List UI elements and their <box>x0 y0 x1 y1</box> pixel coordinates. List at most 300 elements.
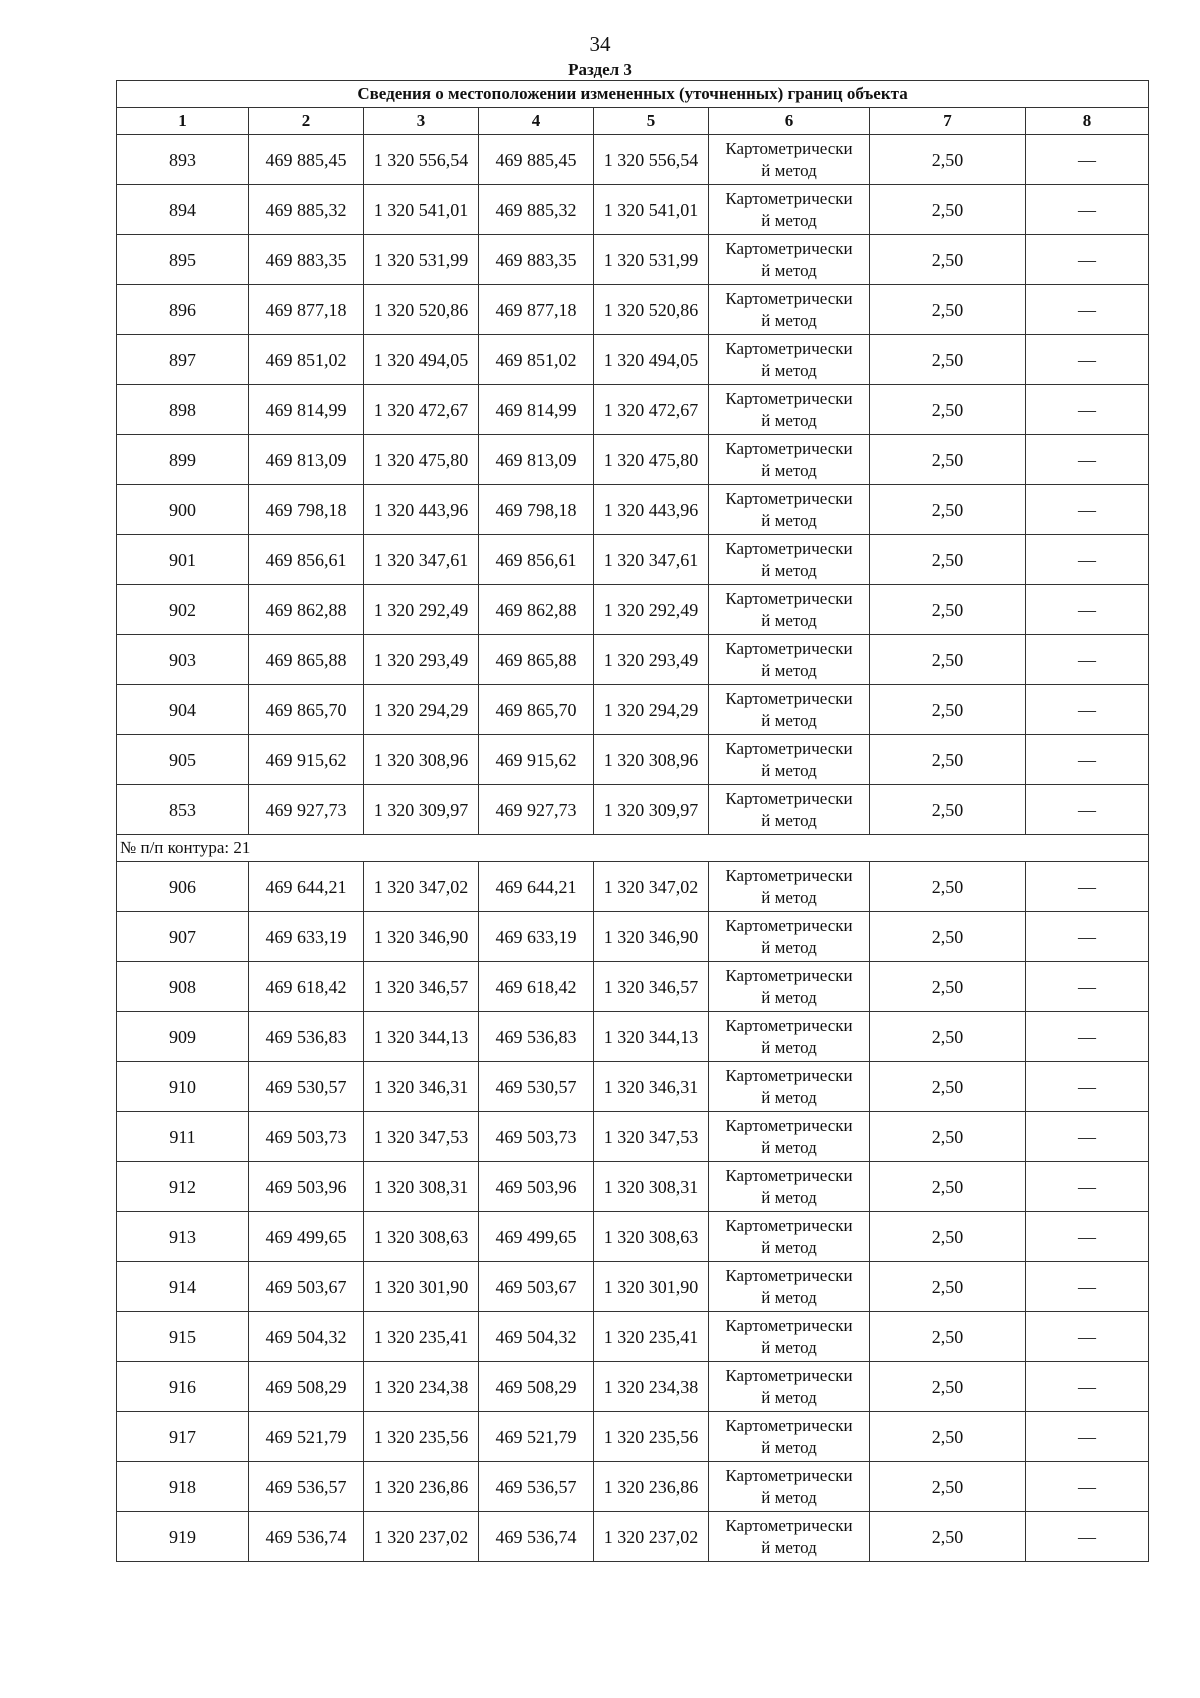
table-title: Сведения о местоположении измененных (уточненных) границ объекта <box>117 81 1149 108</box>
accuracy-cell: 2,50 <box>870 135 1026 185</box>
table-row <box>117 685 1149 735</box>
column-number: 6 <box>709 108 870 135</box>
accuracy-cell: 2,50 <box>870 535 1026 585</box>
x-existing-cell: 469 508,29 <box>249 1362 364 1412</box>
method-line-1: Картометрически <box>725 238 853 258</box>
x-existing-cell: 469 927,73 <box>249 785 364 835</box>
method-cell <box>709 585 870 635</box>
y-existing-cell: 1 320 475,80 <box>364 435 479 485</box>
x-refined-cell: 469 530,57 <box>479 1062 594 1112</box>
point-number-cell: 908 <box>117 962 249 1012</box>
description-cell: — <box>1026 1462 1149 1512</box>
method-cell <box>709 735 870 785</box>
table-row <box>117 435 1149 485</box>
y-existing-cell: 1 320 344,13 <box>364 1012 479 1062</box>
method-line-1: Картометрически <box>725 188 853 208</box>
accuracy-cell: 2,50 <box>870 585 1026 635</box>
x-refined-cell: 469 536,83 <box>479 1012 594 1062</box>
method-line-2: й метод <box>761 1487 817 1507</box>
method-line-2: й метод <box>761 160 817 180</box>
x-existing-cell: 469 915,62 <box>249 735 364 785</box>
x-refined-cell: 469 618,42 <box>479 962 594 1012</box>
point-number-cell: 898 <box>117 385 249 435</box>
description-cell: — <box>1026 1262 1149 1312</box>
method-line-2: й метод <box>761 410 817 430</box>
accuracy-cell: 2,50 <box>870 1512 1026 1562</box>
method-cell <box>709 1312 870 1362</box>
method-line-2: й метод <box>761 460 817 480</box>
point-number-cell: 902 <box>117 585 249 635</box>
table-row <box>117 535 1149 585</box>
accuracy-cell: 2,50 <box>870 1362 1026 1412</box>
table-row <box>117 335 1149 385</box>
table-row <box>117 585 1149 635</box>
x-existing-cell: 469 503,73 <box>249 1112 364 1162</box>
accuracy-cell: 2,50 <box>870 235 1026 285</box>
x-existing-cell: 469 813,09 <box>249 435 364 485</box>
method-line-2: й метод <box>761 1087 817 1107</box>
x-refined-cell: 469 504,32 <box>479 1312 594 1362</box>
method-cell <box>709 1362 870 1412</box>
table-row <box>117 1012 1149 1062</box>
method-line-1: Картометрически <box>725 915 853 935</box>
method-line-2: й метод <box>761 1037 817 1057</box>
section-title: Раздел 3 <box>568 60 632 79</box>
y-existing-cell: 1 320 347,02 <box>364 862 479 912</box>
method-line-2: й метод <box>761 1137 817 1157</box>
accuracy-cell: 2,50 <box>870 285 1026 335</box>
x-refined-cell: 469 536,74 <box>479 1512 594 1562</box>
method-cell <box>709 335 870 385</box>
table-row <box>117 485 1149 535</box>
method-cell <box>709 1062 870 1112</box>
description-cell: — <box>1026 1112 1149 1162</box>
table-row <box>117 862 1149 912</box>
y-refined-cell: 1 320 309,97 <box>594 785 709 835</box>
description-cell: — <box>1026 385 1149 435</box>
accuracy-cell: 2,50 <box>870 735 1026 785</box>
y-existing-cell: 1 320 531,99 <box>364 235 479 285</box>
x-existing-cell: 469 644,21 <box>249 862 364 912</box>
y-refined-cell: 1 320 301,90 <box>594 1262 709 1312</box>
method-cell <box>709 962 870 1012</box>
x-refined-cell: 469 503,67 <box>479 1262 594 1312</box>
y-existing-cell: 1 320 494,05 <box>364 335 479 385</box>
x-existing-cell: 469 536,74 <box>249 1512 364 1562</box>
method-cell <box>709 385 870 435</box>
point-number-cell: 909 <box>117 1012 249 1062</box>
method-cell <box>709 185 870 235</box>
y-refined-cell: 1 320 346,57 <box>594 962 709 1012</box>
method-line-1: Картометрически <box>725 588 853 608</box>
column-number: 3 <box>364 108 479 135</box>
method-cell <box>709 1262 870 1312</box>
x-existing-cell: 469 877,18 <box>249 285 364 335</box>
description-cell: — <box>1026 335 1149 385</box>
method-line-2: й метод <box>761 1437 817 1457</box>
description-cell: — <box>1026 535 1149 585</box>
method-line-2: й метод <box>761 310 817 330</box>
method-line-1: Картометрически <box>725 538 853 558</box>
x-existing-cell: 469 885,32 <box>249 185 364 235</box>
x-existing-cell: 469 856,61 <box>249 535 364 585</box>
column-number: 7 <box>870 108 1026 135</box>
description-cell: — <box>1026 635 1149 685</box>
x-refined-cell: 469 851,02 <box>479 335 594 385</box>
table-row <box>117 962 1149 1012</box>
y-refined-cell: 1 320 237,02 <box>594 1512 709 1562</box>
y-refined-cell: 1 320 475,80 <box>594 435 709 485</box>
point-number-cell: 905 <box>117 735 249 785</box>
description-cell: — <box>1026 1362 1149 1412</box>
x-refined-cell: 469 499,65 <box>479 1212 594 1262</box>
point-number-cell: 917 <box>117 1412 249 1462</box>
y-existing-cell: 1 320 347,53 <box>364 1112 479 1162</box>
method-cell <box>709 1212 870 1262</box>
y-existing-cell: 1 320 443,96 <box>364 485 479 535</box>
x-refined-cell: 469 885,32 <box>479 185 594 235</box>
table-row <box>117 1312 1149 1362</box>
y-refined-cell: 1 320 292,49 <box>594 585 709 635</box>
y-existing-cell: 1 320 235,56 <box>364 1412 479 1462</box>
x-refined-cell: 469 865,88 <box>479 635 594 685</box>
description-cell: — <box>1026 735 1149 785</box>
table-row <box>117 1512 1149 1562</box>
x-existing-cell: 469 633,19 <box>249 912 364 962</box>
method-line-1: Картометрически <box>725 1115 853 1135</box>
x-refined-cell: 469 927,73 <box>479 785 594 835</box>
method-line-1: Картометрически <box>725 1315 853 1335</box>
accuracy-cell: 2,50 <box>870 1312 1026 1362</box>
point-number-cell: 901 <box>117 535 249 585</box>
x-existing-cell: 469 798,18 <box>249 485 364 535</box>
method-line-2: й метод <box>761 1537 817 1557</box>
description-cell: — <box>1026 485 1149 535</box>
page-number: 34 <box>589 32 611 56</box>
y-refined-cell: 1 320 443,96 <box>594 485 709 535</box>
method-line-1: Картометрически <box>725 388 853 408</box>
description-cell: — <box>1026 912 1149 962</box>
method-line-2: й метод <box>761 1237 817 1257</box>
description-cell: — <box>1026 1312 1149 1362</box>
y-existing-cell: 1 320 301,90 <box>364 1262 479 1312</box>
point-number-cell: 914 <box>117 1262 249 1312</box>
y-refined-cell: 1 320 472,67 <box>594 385 709 435</box>
x-refined-cell: 469 798,18 <box>479 485 594 535</box>
column-number: 1 <box>117 108 249 135</box>
x-existing-cell: 469 862,88 <box>249 585 364 635</box>
y-refined-cell: 1 320 494,05 <box>594 335 709 385</box>
point-number-cell: 893 <box>117 135 249 185</box>
point-number-cell: 894 <box>117 185 249 235</box>
y-existing-cell: 1 320 234,38 <box>364 1362 479 1412</box>
y-refined-cell: 1 320 293,49 <box>594 635 709 685</box>
x-existing-cell: 469 885,45 <box>249 135 364 185</box>
y-existing-cell: 1 320 237,02 <box>364 1512 479 1562</box>
method-line-1: Картометрически <box>725 788 853 808</box>
x-refined-cell: 469 644,21 <box>479 862 594 912</box>
x-existing-cell: 469 503,96 <box>249 1162 364 1212</box>
point-number-cell: 897 <box>117 335 249 385</box>
method-line-1: Картометрически <box>725 488 853 508</box>
description-cell: — <box>1026 585 1149 635</box>
x-refined-cell: 469 883,35 <box>479 235 594 285</box>
method-line-1: Картометрически <box>725 1215 853 1235</box>
x-refined-cell: 469 865,70 <box>479 685 594 735</box>
point-number-cell: 915 <box>117 1312 249 1362</box>
y-refined-cell: 1 320 520,86 <box>594 285 709 335</box>
description-cell: — <box>1026 862 1149 912</box>
y-existing-cell: 1 320 541,01 <box>364 185 479 235</box>
x-existing-cell: 469 503,67 <box>249 1262 364 1312</box>
x-refined-cell: 469 915,62 <box>479 735 594 785</box>
accuracy-cell: 2,50 <box>870 962 1026 1012</box>
y-refined-cell: 1 320 235,41 <box>594 1312 709 1362</box>
x-refined-cell: 469 862,88 <box>479 585 594 635</box>
y-existing-cell: 1 320 294,29 <box>364 685 479 735</box>
table-row <box>117 185 1149 235</box>
description-cell: — <box>1026 1412 1149 1462</box>
x-existing-cell: 469 618,42 <box>249 962 364 1012</box>
y-existing-cell: 1 320 236,86 <box>364 1462 479 1512</box>
table-row <box>117 1362 1149 1412</box>
point-number-cell: 911 <box>117 1112 249 1162</box>
point-number-cell: 895 <box>117 235 249 285</box>
x-existing-cell: 469 499,65 <box>249 1212 364 1262</box>
y-existing-cell: 1 320 346,57 <box>364 962 479 1012</box>
point-number-cell: 900 <box>117 485 249 535</box>
method-line-2: й метод <box>761 1387 817 1407</box>
method-line-1: Картометрически <box>725 1065 853 1085</box>
method-line-2: й метод <box>761 987 817 1007</box>
table-row <box>117 1262 1149 1312</box>
y-refined-cell: 1 320 347,02 <box>594 862 709 912</box>
y-existing-cell: 1 320 293,49 <box>364 635 479 685</box>
method-line-2: й метод <box>761 1287 817 1307</box>
method-cell <box>709 1112 870 1162</box>
accuracy-cell: 2,50 <box>870 435 1026 485</box>
point-number-cell: 910 <box>117 1062 249 1112</box>
x-refined-cell: 469 503,96 <box>479 1162 594 1212</box>
method-cell <box>709 485 870 535</box>
point-number-cell: 853 <box>117 785 249 835</box>
y-refined-cell: 1 320 556,54 <box>594 135 709 185</box>
x-existing-cell: 469 521,79 <box>249 1412 364 1462</box>
table-row <box>117 1112 1149 1162</box>
method-line-2: й метод <box>761 887 817 907</box>
accuracy-cell: 2,50 <box>870 862 1026 912</box>
accuracy-cell: 2,50 <box>870 1112 1026 1162</box>
method-cell <box>709 1162 870 1212</box>
accuracy-cell: 2,50 <box>870 912 1026 962</box>
method-cell <box>709 435 870 485</box>
table-row <box>117 785 1149 835</box>
x-refined-cell: 469 813,09 <box>479 435 594 485</box>
y-existing-cell: 1 320 292,49 <box>364 585 479 635</box>
y-refined-cell: 1 320 347,53 <box>594 1112 709 1162</box>
method-line-1: Картометрически <box>725 1415 853 1435</box>
table-row <box>117 135 1149 185</box>
table-row <box>117 1412 1149 1462</box>
point-number-cell: 904 <box>117 685 249 735</box>
contour-group-1 <box>117 135 1149 835</box>
description-cell: — <box>1026 235 1149 285</box>
table-row <box>117 1462 1149 1512</box>
point-number-cell: 899 <box>117 435 249 485</box>
method-cell <box>709 685 870 735</box>
method-line-2: й метод <box>761 560 817 580</box>
method-cell <box>709 912 870 962</box>
method-cell <box>709 535 870 585</box>
accuracy-cell: 2,50 <box>870 635 1026 685</box>
method-line-2: й метод <box>761 1187 817 1207</box>
y-existing-cell: 1 320 309,97 <box>364 785 479 835</box>
y-refined-cell: 1 320 346,31 <box>594 1062 709 1112</box>
method-line-1: Картометрически <box>725 438 853 458</box>
description-cell: — <box>1026 962 1149 1012</box>
table-row <box>117 735 1149 785</box>
method-cell <box>709 235 870 285</box>
x-existing-cell: 469 851,02 <box>249 335 364 385</box>
x-refined-cell: 469 814,99 <box>479 385 594 435</box>
method-line-1: Картометрически <box>725 1515 853 1535</box>
description-cell: — <box>1026 285 1149 335</box>
point-number-cell: 903 <box>117 635 249 685</box>
x-existing-cell: 469 865,70 <box>249 685 364 735</box>
method-line-1: Картометрически <box>725 338 853 358</box>
method-line-2: й метод <box>761 810 817 830</box>
y-existing-cell: 1 320 347,61 <box>364 535 479 585</box>
y-existing-cell: 1 320 346,31 <box>364 1062 479 1112</box>
x-existing-cell: 469 814,99 <box>249 385 364 435</box>
accuracy-cell: 2,50 <box>870 485 1026 535</box>
method-cell <box>709 635 870 685</box>
x-refined-cell: 469 885,45 <box>479 135 594 185</box>
method-line-1: Картометрически <box>725 1265 853 1285</box>
x-refined-cell: 469 521,79 <box>479 1412 594 1462</box>
accuracy-cell: 2,50 <box>870 185 1026 235</box>
x-existing-cell: 469 883,35 <box>249 235 364 285</box>
contour-label: № п/п контура: 21 <box>117 835 1149 862</box>
method-line-2: й метод <box>761 660 817 680</box>
method-cell <box>709 1462 870 1512</box>
column-number: 5 <box>594 108 709 135</box>
accuracy-cell: 2,50 <box>870 1262 1026 1312</box>
y-refined-cell: 1 320 294,29 <box>594 685 709 735</box>
x-existing-cell: 469 536,57 <box>249 1462 364 1512</box>
method-line-2: й метод <box>761 260 817 280</box>
table-title-row <box>117 81 1149 108</box>
description-cell: — <box>1026 1162 1149 1212</box>
description-cell: — <box>1026 685 1149 735</box>
method-line-1: Картометрически <box>725 738 853 758</box>
description-cell: — <box>1026 785 1149 835</box>
point-number-cell: 912 <box>117 1162 249 1212</box>
method-cell <box>709 862 870 912</box>
x-refined-cell: 469 877,18 <box>479 285 594 335</box>
method-line-2: й метод <box>761 1337 817 1357</box>
y-refined-cell: 1 320 235,56 <box>594 1412 709 1462</box>
y-refined-cell: 1 320 346,90 <box>594 912 709 962</box>
y-existing-cell: 1 320 308,96 <box>364 735 479 785</box>
method-line-1: Картометрически <box>725 138 853 158</box>
x-existing-cell: 469 865,88 <box>249 635 364 685</box>
description-cell: — <box>1026 1512 1149 1562</box>
method-cell <box>709 1012 870 1062</box>
table-row <box>117 235 1149 285</box>
method-line-1: Картометрически <box>725 1465 853 1485</box>
description-cell: — <box>1026 435 1149 485</box>
method-line-1: Картометрически <box>725 688 853 708</box>
y-existing-cell: 1 320 556,54 <box>364 135 479 185</box>
method-cell <box>709 1512 870 1562</box>
method-cell <box>709 785 870 835</box>
method-cell <box>709 1412 870 1462</box>
y-refined-cell: 1 320 308,31 <box>594 1162 709 1212</box>
method-line-1: Картометрически <box>725 288 853 308</box>
method-cell <box>709 135 870 185</box>
table-row <box>117 912 1149 962</box>
description-cell: — <box>1026 1062 1149 1112</box>
y-refined-cell: 1 320 344,13 <box>594 1012 709 1062</box>
y-refined-cell: 1 320 308,63 <box>594 1212 709 1262</box>
y-refined-cell: 1 320 541,01 <box>594 185 709 235</box>
method-cell <box>709 285 870 335</box>
y-existing-cell: 1 320 235,41 <box>364 1312 479 1362</box>
y-refined-cell: 1 320 308,96 <box>594 735 709 785</box>
point-number-cell: 913 <box>117 1212 249 1262</box>
y-existing-cell: 1 320 308,63 <box>364 1212 479 1262</box>
column-number: 4 <box>479 108 594 135</box>
y-refined-cell: 1 320 234,38 <box>594 1362 709 1412</box>
point-number-cell: 916 <box>117 1362 249 1412</box>
table-row <box>117 385 1149 435</box>
method-line-2: й метод <box>761 360 817 380</box>
accuracy-cell: 2,50 <box>870 335 1026 385</box>
y-refined-cell: 1 320 531,99 <box>594 235 709 285</box>
contour-label-section <box>117 835 1149 862</box>
x-refined-cell: 469 508,29 <box>479 1362 594 1412</box>
description-cell: — <box>1026 135 1149 185</box>
y-refined-cell: 1 320 236,86 <box>594 1462 709 1512</box>
accuracy-cell: 2,50 <box>870 1462 1026 1512</box>
accuracy-cell: 2,50 <box>870 1162 1026 1212</box>
accuracy-cell: 2,50 <box>870 1412 1026 1462</box>
method-line-1: Картометрически <box>725 965 853 985</box>
y-existing-cell: 1 320 346,90 <box>364 912 479 962</box>
point-number-cell: 919 <box>117 1512 249 1562</box>
method-line-2: й метод <box>761 510 817 530</box>
description-cell: — <box>1026 1012 1149 1062</box>
method-line-1: Картометрически <box>725 1015 853 1035</box>
accuracy-cell: 2,50 <box>870 785 1026 835</box>
table-row <box>117 1162 1149 1212</box>
y-existing-cell: 1 320 308,31 <box>364 1162 479 1212</box>
accuracy-cell: 2,50 <box>870 1012 1026 1062</box>
x-refined-cell: 469 503,73 <box>479 1112 594 1162</box>
method-line-1: Картометрически <box>725 1165 853 1185</box>
column-number-row <box>117 108 1149 135</box>
contour-group-2 <box>117 862 1149 1562</box>
table-row <box>117 285 1149 335</box>
method-line-2: й метод <box>761 710 817 730</box>
x-existing-cell: 469 530,57 <box>249 1062 364 1112</box>
point-number-cell: 896 <box>117 285 249 335</box>
x-refined-cell: 469 856,61 <box>479 535 594 585</box>
table-row <box>117 635 1149 685</box>
x-existing-cell: 469 504,32 <box>249 1312 364 1362</box>
method-line-2: й метод <box>761 937 817 957</box>
